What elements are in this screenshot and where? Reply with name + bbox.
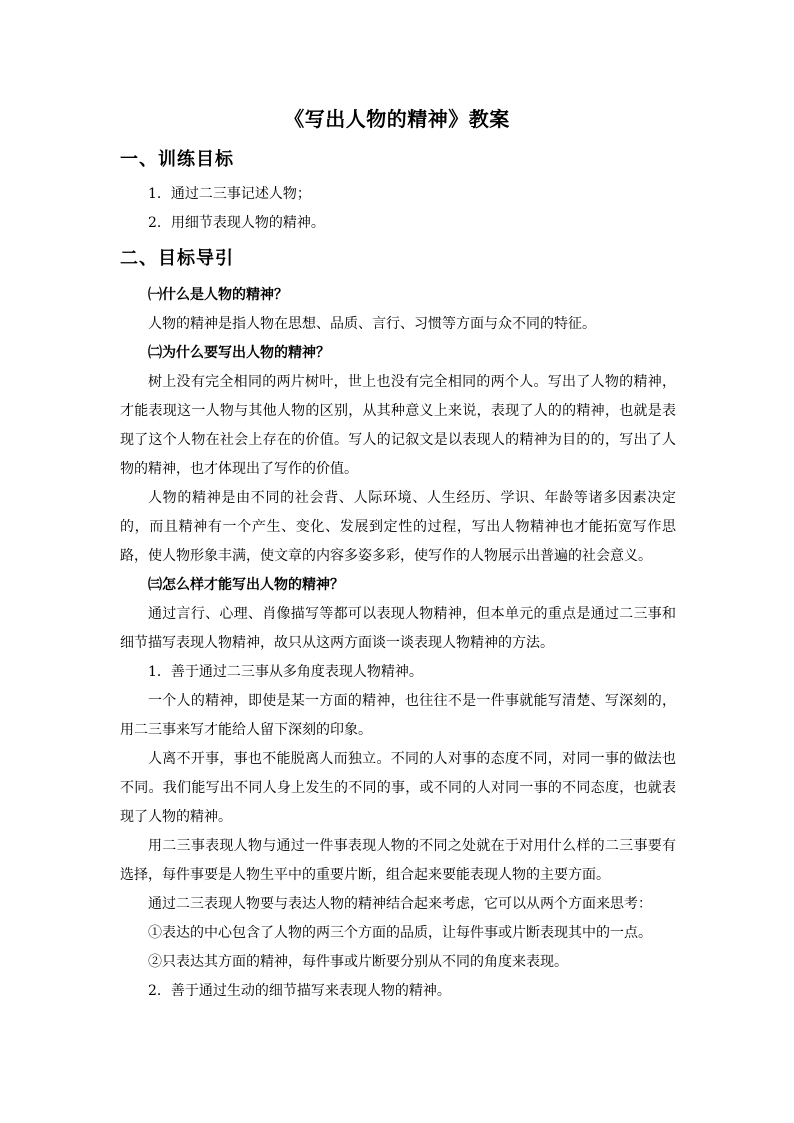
section-heading-goals: 一、训练目标 bbox=[120, 149, 234, 170]
paragraph-q1-1: 人物的精神是指人物在思想、品质、言行、习惯等方面与众不同的特征。 bbox=[148, 316, 596, 332]
list-item-goal-2: 2．用细节表现人物的精神。 bbox=[148, 215, 325, 231]
question-heading-1: ㈠什么是人物的精神？ bbox=[148, 287, 288, 303]
list-item-method-2: 2．善于通过生动的细节描写来表现人物的精神。 bbox=[148, 983, 451, 999]
question-heading-2: ㈡为什么要写出人物的精神？ bbox=[148, 345, 330, 361]
paragraph-q3-3: 人离不开事，事也不能脱离人而独立。不同的人对事的态度不同，对同一事的做法也不同。我们能写出不同人身上发生的不同的事，或不同的人对同一事的不同态度，也就表现了人物的精神。 bbox=[120, 751, 676, 825]
question-heading-3: ㈢怎么样才能写出人物的精神？ bbox=[148, 577, 344, 593]
paragraph-q2-1: 树上没有完全相同的两片树叶，世上也没有完全相同的两个人。写出了人物的精神，才能表现这一人物与其他人物的区别，从其种意义上来说，表现了人的的精神，也就是表现了这个人物在社会上存在的价值。写人的记叙文是以表现人的精神为目的的，写出了人物的精神，也才体现出了写作的价值。 bbox=[120, 374, 676, 477]
paragraph-q2-2: 人物的精神是由不同的社会背、人际环境、人生经历、学识、年龄等诸多因素决定的，而且精神有一个产生、变化、发展到定性的过程，写出人物精神也才能拓宽写作思路，使人物形象丰满，使文章的内容多姿多彩，使写作的人物展示出普遍的社会意义。 bbox=[120, 490, 676, 564]
list-item-goal-1: 1．通过二三事记述人物； bbox=[148, 186, 311, 202]
paragraph-q3-1: 通过言行、心理、肖像描写等都可以表现人物精神，但本单元的重点是通过二三事和细节描写表现人物精神，故只从这两方面谈一谈表现人物精神的方法。 bbox=[120, 606, 676, 651]
list-item-method-1: 1．善于通过二三事从多角度表现人物精神。 bbox=[148, 664, 423, 680]
paragraph-q3-2: 一个人的精神，即使是某一方面的精神，也往往不是一件事就能写清楚、写深刻的，用二三事来写才能给人留下深刻的印象。 bbox=[120, 693, 676, 738]
paragraph-q3-4: 用二三事表现人物与通过一件事表现人物的不同之处就在于对用什么样的二三事要有选择，每件事要是人物生平中的重要片断，组合起来要能表现人物的主要方面。 bbox=[120, 838, 676, 883]
section-heading-guide: 二、目标导引 bbox=[120, 248, 234, 269]
page-title: 《写出人物的精神》教案 bbox=[284, 107, 510, 131]
paragraph-q3-5: 通过二三表现人物要与表达人物的精神结合起来考虑，它可以从两个方面来思考： bbox=[148, 896, 652, 912]
list-item-circled-1: ①表达的中心包含了人物的两三个方面的品质，让每件事或片断表现其中的一点。 bbox=[148, 925, 652, 941]
list-item-circled-2: ②只表达其方面的精神，每件事或片断要分别从不同的角度来表现。 bbox=[148, 954, 568, 970]
